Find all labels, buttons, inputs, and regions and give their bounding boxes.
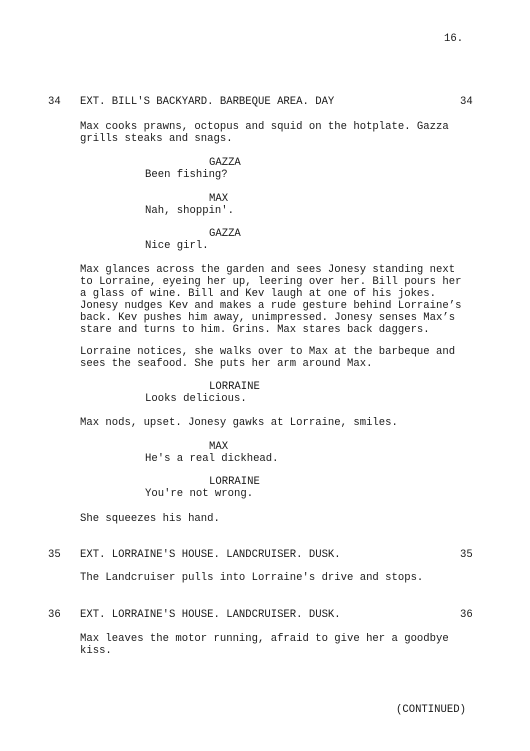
page-number: 16. [444,33,464,45]
action-line: sees the seafood. She puts her arm around Max. [80,358,373,370]
character-name: LORRAINE [209,381,260,393]
action-line: Lorraine notices, she walks over to Max at the barbeque and [80,346,456,358]
action-line: to Lorraine, eyeing her up, leering over her. Bill pours her [80,276,462,288]
action-line: stare and turns to him. Grins. Max stares back daggers. [80,324,430,336]
character-name: LORRAINE [209,476,260,488]
character-name: GAZZA [209,228,241,240]
action-line: The Landcruiser pulls into Lorraine's drive and stops. [80,572,424,584]
action-line: Jonesy nudges Kev and makes a rude gesture behind Lorraine’s [80,300,462,312]
scene-number-right: 35 [460,549,473,561]
action-line: grills steaks and snags. [80,133,233,145]
action-line: kiss. [80,645,112,657]
character-name: MAX [209,193,229,205]
action-line: back. Kev pushes him away, unimpressed. Jonesy senses Max’s [80,312,456,324]
character-name: GAZZA [209,157,241,169]
dialogue-line: Nice girl. [145,240,209,252]
action-line: Max leaves the motor running, afraid to give her a goodbye [80,633,449,645]
scene-number-left: 35 [48,549,61,561]
scene-number-left: 36 [48,609,61,621]
scene-number-right: 36 [460,609,473,621]
dialogue-line: He's a real dickhead. [145,453,279,465]
dialogue-line: You're not wrong. [145,488,254,500]
scene-heading: EXT. LORRAINE'S HOUSE. LANDCRUISER. DUSK. [80,609,341,621]
dialogue-line: Been fishing? [145,169,228,181]
action-line: She squeezes his hand. [80,513,220,525]
scene-number-right: 34 [460,96,473,108]
action-line: Max nods, upset. Jonesy gawks at Lorraine, smiles. [80,417,398,429]
scene-number-left: 34 [48,96,61,108]
action-line: a glass of wine. Bill and Kev laugh at one of his jokes. [80,288,437,300]
scene-heading: EXT. LORRAINE'S HOUSE. LANDCRUISER. DUSK. [80,549,341,561]
scene-heading: EXT. BILL'S BACKYARD. BARBEQUE AREA. DAY [80,96,335,108]
character-name: MAX [209,441,229,453]
action-line: Max cooks prawns, octopus and squid on the hotplate. Gazza [80,121,449,133]
action-line: Max glances across the garden and sees Jonesy standing next [80,264,456,276]
continued-marker: (CONTINUED) [396,704,466,716]
dialogue-line: Nah, shoppin'. [145,205,235,217]
dialogue-line: Looks delicious. [145,393,247,405]
